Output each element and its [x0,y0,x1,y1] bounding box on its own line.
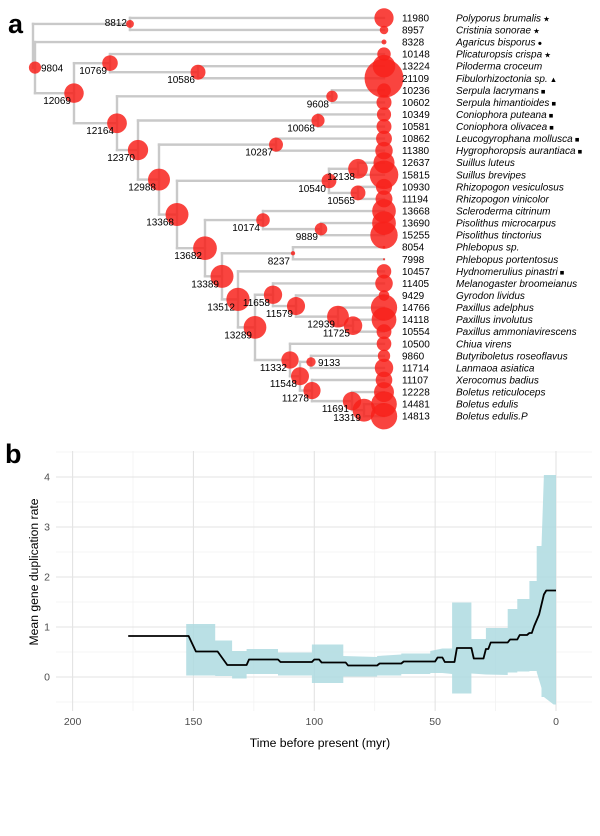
tip-symbol: ● [535,38,543,48]
tip-name: Coniophora puteana ■ [456,109,554,121]
tip-name: Plicaturopsis crispa ★ [456,49,551,61]
tip-name: Leucogyrophana mollusca ■ [456,134,580,146]
x-tick-label: 100 [305,716,324,728]
tip-number: 13690 [402,218,430,230]
tip-symbol: ▲ [547,74,558,84]
tip-number: 14481 [402,399,430,411]
tip-name: Phlebopus sp. [456,242,520,254]
y-tick-label: 1 [44,621,50,634]
y-axis-title: Mean gene duplication rate [27,498,41,646]
tip-name: Xerocomus badius [456,375,539,387]
tree-node-label: 10769 [79,66,107,78]
tip-name: Serpula himantioides ■ [456,97,557,109]
tip-number: 10148 [402,49,430,61]
tip-number: 9429 [402,291,425,303]
y-tick-label: 3 [44,521,50,534]
tip-number: 12228 [402,387,430,399]
tip-name: Gyrodon lividus [456,291,525,303]
chart-tick-labels [44,472,559,728]
tip-number: 15255 [402,230,430,242]
tip-name: Paxillus ammoniavirescens [456,327,577,339]
tip-symbol: ■ [549,98,557,108]
tip-symbol: ★ [531,26,540,36]
tree-node-circle [291,251,295,255]
x-tick-label: 0 [553,716,559,728]
tip-number: 14766 [402,303,430,315]
tree-node-label: 9608 [306,99,329,111]
tree-node-label: 13512 [207,302,235,314]
tip-name: Scleroderma citrinum [456,206,551,218]
tree-node-label: 12164 [86,126,114,138]
tip-number: 8328 [402,37,425,49]
tree-node-label: 12138 [327,171,355,183]
tree-node-label: 8237 [267,256,290,268]
tip-number: 10930 [402,182,430,194]
tip-name: Hygrophoropsis aurantiaca ■ [456,146,583,158]
tree-node-label: 11725 [322,328,350,340]
tree-node-circle [126,20,134,28]
tree-node-label: 9133 [318,357,341,369]
tip-circle [370,221,397,248]
tree-node-label: 12370 [107,153,135,165]
tip-number: 21109 [402,73,430,85]
tree-node-label: 11548 [269,379,297,391]
tree-node-label: 11579 [265,309,293,321]
tree-node-label: 8812 [104,17,127,29]
tree-node-label: 13289 [224,330,252,342]
x-tick-label: 200 [63,716,82,728]
tip-number: 13224 [402,61,430,73]
tip-name: Suillus luteus [456,158,515,170]
tip-name: Hydnomerulius pinastri ■ [456,266,565,278]
panel-a-label: a [8,9,24,39]
tree-node-label: 9889 [295,232,318,244]
tree-node-label: 9804 [41,63,64,75]
y-tick-label: 2 [44,571,50,584]
tip-circle [383,246,386,249]
tree-node-label: 13389 [191,279,219,291]
tree-node-label: 10287 [245,147,273,159]
tree-node-label: 10174 [232,223,260,235]
tip-number: 11405 [402,278,430,290]
tip-number: 10349 [402,109,430,121]
tip-number: 8957 [402,25,425,37]
tip-number: 14118 [402,315,430,327]
tip-name: Polyporus brumalis ★ [456,13,550,25]
tip-number: 9860 [402,351,425,363]
x-tick-label: 50 [429,716,441,728]
tip-number: 10554 [402,327,430,339]
tip-name: Boletus edulis.P [456,411,528,423]
tip-name: Agaricus bisporus ● [456,37,543,49]
tip-number: 10581 [402,122,430,134]
phylogenetic-tree [29,8,583,429]
tip-number: 7998 [402,254,425,266]
tree-node-label: 12988 [128,182,156,194]
tip-number: 15815 [402,170,430,182]
tip-name: Butyriboletus roseoflavus [456,351,568,363]
tip-number: 10602 [402,97,430,109]
tip-name: Phlebopus portentosus [456,254,559,266]
tip-circle [383,258,385,260]
tree-node-label: 10068 [287,123,315,135]
tip-name: Lanmaoa asiatica [456,363,535,375]
tree-node-label: 13682 [174,251,202,263]
tip-name: Paxillus involutus [456,315,533,327]
tip-symbol: ■ [538,86,546,96]
tip-circle [371,403,397,429]
tip-name: Melanogaster broomeianus [456,278,578,290]
tip-name: Chiua virens [456,339,512,351]
tip-name: Paxillus adelphus [456,303,534,315]
tree-node-label: 13368 [146,217,174,229]
tip-number: 10862 [402,134,430,146]
tree-node-circle [29,62,41,74]
tree-node-label: 10586 [167,75,195,87]
tip-circle [380,26,389,35]
tree-node-label: 11332 [259,363,287,375]
tip-name: Pisolithus tinctorius [456,230,542,242]
tree-node-label: 11658 [242,297,270,309]
tip-name: Fibulorhizoctonia sp. ▲ [456,73,558,85]
tip-number: 11194 [402,194,429,206]
tip-symbol: ★ [541,14,550,24]
x-axis-title: Time before present (myr) [249,736,391,750]
tip-number: 13668 [402,206,430,218]
tip-number: 10500 [402,339,430,351]
panel-b-label: b [5,439,22,469]
tip-name: Rhizopogon vinicolor [456,194,549,206]
tip-symbol: ★ [542,50,551,60]
duplication-rate-chart [44,451,592,728]
tree-node-label: 12069 [43,96,71,108]
tip-number: 12637 [402,158,430,170]
tip-circle [374,8,393,27]
confidence-ribbon [186,475,556,705]
tip-circle [375,275,393,293]
tip-number: 11980 [402,13,430,25]
tip-number: 11380 [402,146,430,158]
tip-name: Suillus brevipes [456,170,527,182]
tip-name: Boletus reticuloceps [456,387,546,399]
tip-number: 10457 [402,266,430,278]
tip-name: Boletus edulis [456,399,519,411]
tree-node-label: 11691 [321,404,349,416]
tip-number: 14813 [402,411,430,423]
tip-name: Piloderma croceum [456,61,543,73]
tip-circle [377,336,392,351]
x-tick-label: 150 [184,716,203,728]
tree-node-label: 10565 [327,195,355,207]
tree-branches [33,18,384,416]
y-tick-label: 0 [44,671,50,684]
tip-name: Pisolithus microcarpus [456,218,557,230]
tree-node-label: 10540 [298,183,326,195]
tip-symbol: ■ [547,123,554,133]
tree-node-label: 11278 [281,393,309,405]
tip-circle [382,40,387,45]
tip-name: Serpula lacrymans ■ [456,85,546,97]
tip-symbol: ■ [575,147,583,157]
tip-number: 8054 [402,242,425,254]
tip-name: Cristinia sonorae ★ [456,25,540,37]
tip-symbol: ■ [572,135,580,145]
tip-number: 10236 [402,85,430,97]
tip-symbol: ■ [557,267,565,277]
tree-node-label: 13319 [333,413,361,425]
tip-number: 11107 [402,375,429,387]
y-tick-label: 4 [44,471,50,484]
tree-node-label: 12939 [307,319,335,331]
tip-symbol: ■ [546,110,554,120]
tip-number: 11714 [402,363,430,375]
tip-name: Coniophora olivacea ■ [456,122,554,134]
tree-node-circle [306,357,315,366]
tip-name: Rhizopogon vesiculosus [456,182,564,194]
